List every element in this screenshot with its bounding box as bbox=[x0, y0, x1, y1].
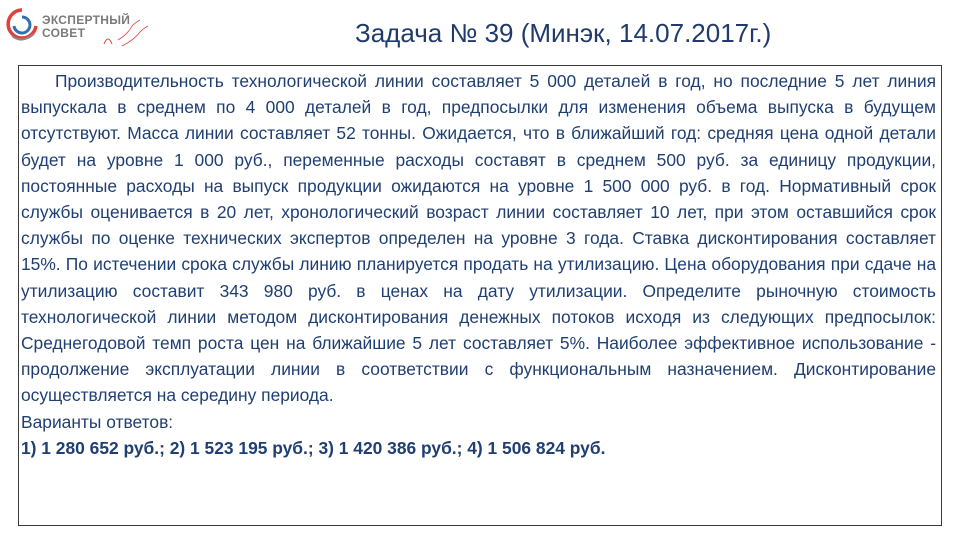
logo-line-1: ЭКСПЕРТНЫЙ bbox=[42, 13, 131, 27]
page-title: Задача № 39 (Минэк, 14.07.2017г.) bbox=[355, 18, 772, 48]
answers-list: 1) 1 280 652 руб.; 2) 1 523 195 руб.; 3) 1 420 386 руб.; 4) 1 506 824 руб. bbox=[21, 437, 606, 458]
problem-text: Производительность технологической линии составляет 5 000 деталей в год, но последние 5 лет линия выпускала в среднем по 4 000 деталей в год, предпосылки для изменения объема выпуска в будущем отсутствуют. Масса линии составляет 52 тонны. Ожидается, что в ближайший год: средняя цена одной детали будет на уровне 1 000 руб., переменные расходы составят в среднем 500 руб. за единицу продукции, постоянные расходы на выпуск продукции ожидаются на уровне 1 500 000 руб. в год. Нормативный срок службы оценивается в 20 лет, хронологический возраст линии составляет 10 лет, при этом оставшийся срок службы по оценке технических экспертов определен на уровне 3 года. Ставка дисконтирования составляет 15%. По истечении срока службы линию планируется продать на утилизацию. Цена оборудования при сдаче на утилизацию составит 343 980 руб. в ценах на дату утилизации. Определите рыночную стоимость технологической линии методом дисконтирования денежных потоков исходя из следующих предпосылок: Среднегодовой темп роста цен на ближайшие 5 лет составляет 5%. Наиболее эффективное использование - продолжение эксплуатации линии в соответствии с функциональным назначением. Дисконтирование осуществляется на середину периода. bbox=[21, 71, 936, 406]
logo-swirl-icon bbox=[4, 6, 40, 46]
logo-line-2: СОВЕТ bbox=[42, 26, 86, 40]
answers-label: Варианты ответов: bbox=[21, 411, 174, 432]
content bbox=[21, 68, 936, 461]
logo bbox=[4, 6, 164, 52]
logo-signature-mark bbox=[100, 14, 170, 50]
